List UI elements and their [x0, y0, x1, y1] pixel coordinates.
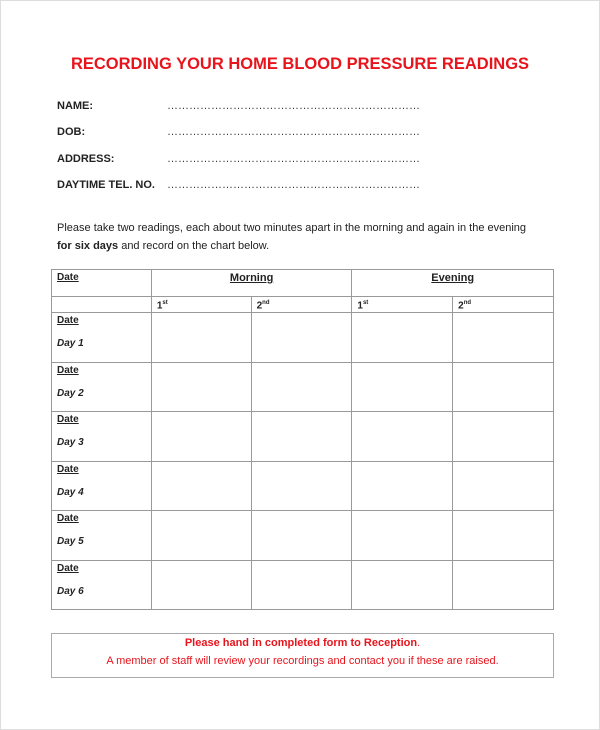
sup: nd [463, 300, 472, 306]
tel-field[interactable]: …………………………………………………………… [167, 179, 420, 191]
instructions-bold: for six days [57, 240, 119, 252]
morning-first [151, 297, 251, 313]
date-label: Date [57, 513, 79, 525]
reading-cell[interactable] [151, 362, 251, 412]
day-label: Day 1 [57, 338, 84, 350]
reading-cell[interactable] [352, 461, 453, 511]
instructions-text: Please take two readings, each about two minutes apart in the morning and again in the evening [57, 222, 527, 234]
table-row [52, 461, 554, 511]
day-cell [52, 313, 152, 363]
morning-header [151, 270, 352, 297]
reading-cell[interactable] [453, 560, 554, 610]
table-row [52, 560, 554, 610]
notice-line1 [52, 637, 553, 649]
reading-cell[interactable] [352, 362, 453, 412]
day-label: Day 5 [57, 536, 84, 548]
reading-cell[interactable] [352, 560, 453, 610]
morning-second [251, 297, 352, 313]
morning-text: Morning [229, 272, 274, 284]
evening-header [352, 270, 554, 297]
label: 2 [458, 300, 464, 312]
reading-cell[interactable] [251, 362, 352, 412]
blank-cell [52, 297, 152, 313]
label: 2 [256, 300, 263, 312]
day-label: Day 4 [57, 486, 84, 498]
day-cell [52, 461, 152, 511]
readings-table [51, 269, 554, 610]
instructions-text-end: and record on the chart below. [118, 240, 270, 252]
date-header [52, 270, 152, 297]
day-cell [52, 362, 152, 412]
day-label: Day 6 [57, 585, 84, 597]
table-row [52, 511, 554, 561]
address-field[interactable]: …………………………………………………………… [167, 153, 420, 165]
reading-cell[interactable] [151, 511, 251, 561]
notice-line2: A member of staff will review your recordings and contact you if these are raised. [106, 655, 499, 667]
notice-line1-text: Please hand in completed form to Reception [184, 637, 418, 649]
sup: st [162, 300, 168, 306]
page-title: RECORDING YOUR HOME BLOOD PRESSURE READINGS [70, 55, 530, 73]
dob-label: DOB: [57, 126, 86, 138]
tel-label: DAYTIME TEL. NO. [57, 179, 155, 191]
notice-period: . [417, 637, 421, 649]
notice-box [51, 633, 554, 678]
reading-cell[interactable] [251, 412, 352, 462]
instructions [57, 219, 557, 255]
reading-cell[interactable] [251, 461, 352, 511]
date-label: Date [57, 463, 79, 475]
reading-cell[interactable] [151, 313, 251, 363]
evening-second [453, 297, 554, 313]
reading-cell[interactable] [251, 313, 352, 363]
label: 1 [357, 300, 363, 312]
day-label: Day 3 [57, 437, 84, 449]
reading-cell[interactable] [251, 511, 352, 561]
day-cell [52, 511, 152, 561]
reading-cell[interactable] [151, 560, 251, 610]
reading-cell[interactable] [352, 511, 453, 561]
reading-cell[interactable] [453, 313, 554, 363]
date-label: Date [57, 364, 79, 376]
day-cell [52, 560, 152, 610]
reading-cell[interactable] [453, 461, 554, 511]
table-row [52, 412, 554, 462]
date-header-text: Date [57, 272, 79, 283]
day-cell [52, 412, 152, 462]
reading-cell[interactable] [453, 362, 554, 412]
dob-field[interactable]: …………………………………………………………… [167, 126, 420, 138]
reading-cell[interactable] [352, 412, 453, 462]
sup: st [362, 300, 369, 306]
sup: nd [262, 300, 270, 306]
address-label: ADDRESS: [57, 153, 115, 165]
evening-first [352, 297, 453, 313]
day-label: Day 2 [57, 387, 84, 399]
reading-cell[interactable] [151, 412, 251, 462]
table-row [52, 313, 554, 363]
name-label: NAME: [57, 100, 94, 112]
reading-cell[interactable] [453, 511, 554, 561]
reading-cell[interactable] [453, 412, 554, 462]
date-label: Date [57, 562, 79, 574]
table-row [52, 362, 554, 412]
reading-cell[interactable] [352, 313, 453, 363]
date-label: Date [57, 414, 79, 426]
evening-text: Evening [431, 272, 475, 284]
reading-cell[interactable] [151, 461, 251, 511]
date-label: Date [57, 315, 79, 327]
label: 1 [156, 300, 163, 312]
name-field[interactable]: …………………………………………………………… [167, 100, 420, 112]
reading-cell[interactable] [251, 560, 352, 610]
